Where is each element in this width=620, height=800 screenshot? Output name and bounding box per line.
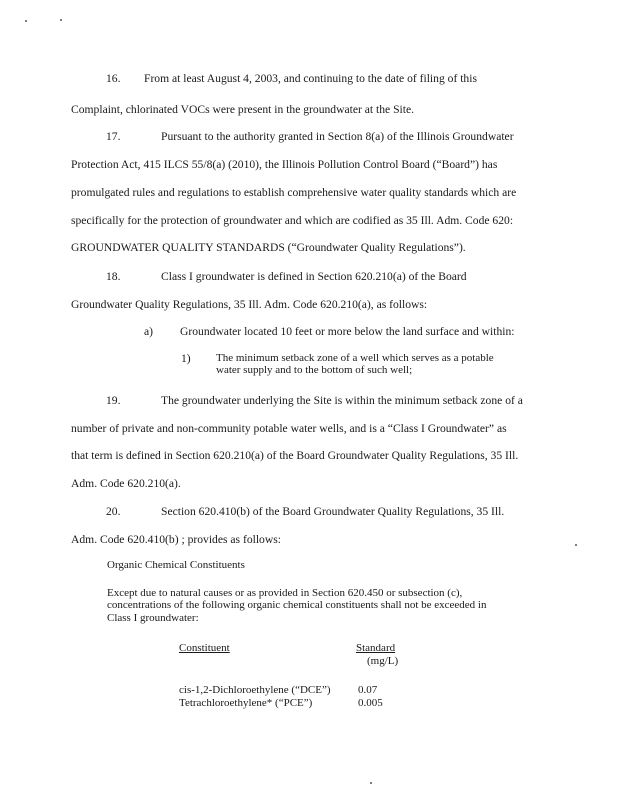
table-row-constituent: Tetrachloroethylene* (“PCE”) <box>179 697 313 709</box>
table-row-standard: 0.07 <box>358 684 378 696</box>
list-item-1-line: The minimum setback zone of a well which serves as a potable <box>216 352 494 364</box>
paragraph-17-line: specifically for the protection of groundwater and which are codified as 35 Ill. Adm. Code 620: <box>71 214 514 227</box>
paragraph-19-line: that term is defined in Section 620.210(a) of the Board Groundwater Quality Regulations, 35 Ill. <box>71 449 519 462</box>
paragraph-17-line: promulgated rules and regulations to establish comprehensive water quality standards which are <box>71 186 517 199</box>
table-row-standard: 0.005 <box>358 697 383 709</box>
quote-line: Except due to natural causes or as provided in Section 620.450 or subsection (c), <box>107 587 463 599</box>
scan-speck <box>575 544 577 546</box>
paragraph-number-18: 18. <box>106 270 121 283</box>
scan-speck <box>25 20 27 22</box>
quote-line: Class I groundwater: <box>107 612 199 624</box>
list-item-a-text: Groundwater located 10 feet or more below the land surface and within: <box>180 325 515 338</box>
quote-line: concentrations of the following organic chemical constituents shall not be exceeded in <box>107 599 487 611</box>
paragraph-18-line: Groundwater Quality Regulations, 35 Ill. Adm. Code 620.210(a), as follows: <box>71 298 428 311</box>
table-header-constituent: Constituent <box>179 642 230 654</box>
paragraph-16-line: From at least August 4, 2003, and continuing to the date of filing of this <box>144 72 477 85</box>
list-label-a: a) <box>144 325 154 338</box>
paragraph-17-line: GROUNDWATER QUALITY STANDARDS (“Groundwater Quality Regulations”). <box>71 241 466 254</box>
quote-heading: Organic Chemical Constituents <box>107 559 245 571</box>
paragraph-number-16: 16. <box>106 72 121 85</box>
table-row-constituent: cis-1,2-Dichloroethylene (“DCE”) <box>179 684 331 696</box>
paragraph-16-line: Complaint, chlorinated VOCs were present in the groundwater at the Site. <box>71 103 415 116</box>
list-item-1-line: water supply and to the bottom of such well; <box>216 364 413 376</box>
paragraph-19-line: number of private and non-community potable water wells, and is a “Class I Groundwater” as <box>71 422 507 435</box>
scan-speck <box>60 19 62 21</box>
paragraph-number-20: 20. <box>106 505 121 518</box>
paragraph-20-line: Adm. Code 620.410(b) ; provides as follows: <box>71 533 281 546</box>
paragraph-19-line: The groundwater underlying the Site is within the minimum setback zone of a <box>161 394 523 407</box>
list-label-1: 1) <box>181 352 191 365</box>
scan-speck <box>370 782 372 784</box>
paragraph-19-line: Adm. Code 620.210(a). <box>71 477 181 490</box>
paragraph-number-19: 19. <box>106 394 121 407</box>
paragraph-20-line: Section 620.410(b) of the Board Groundwater Quality Regulations, 35 Ill. <box>161 505 505 518</box>
paragraph-17-line: Protection Act, 415 ILCS 55/8(a) (2010), the Illinois Pollution Control Board (“Board”) has <box>71 158 498 171</box>
paragraph-17-line: Pursuant to the authority granted in Section 8(a) of the Illinois Groundwater <box>161 130 514 143</box>
paragraph-18-line: Class I groundwater is defined in Section 620.210(a) of the Board <box>161 270 467 283</box>
table-header-standard: Standard <box>356 642 396 654</box>
table-header-unit: (mg/L) <box>367 655 399 667</box>
paragraph-number-17: 17. <box>106 130 121 143</box>
